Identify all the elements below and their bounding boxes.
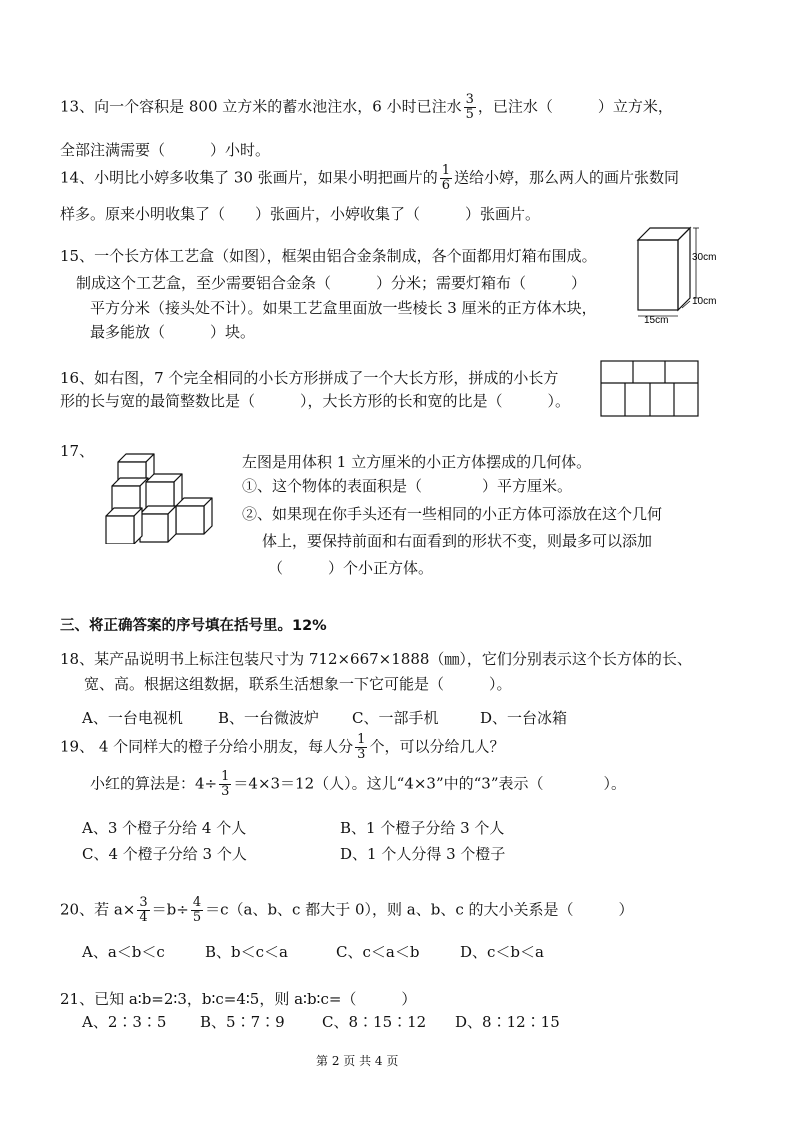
q18-option-a: A、一台电视机 bbox=[82, 709, 183, 727]
q18-option-c: C、一部手机 bbox=[352, 709, 439, 727]
q18-option-b: B、一台微波炉 bbox=[218, 709, 320, 727]
q17-line2: ①、这个物体的表面积是（ ）平方厘米。 bbox=[242, 477, 573, 495]
q17-number: 17、 bbox=[60, 442, 95, 460]
q13-line1: 13、向一个容积是 800 立方米的蓄水池注水，6 小时已注水 $\frac{3}{5}$ ，已注水（ ）立方米， bbox=[60, 92, 673, 122]
q17-line5: （ ）个小正方体。 bbox=[268, 559, 434, 577]
q17-line4: 体上，要保持前面和右面看到的形状不变，则最多可以添加 bbox=[262, 532, 653, 550]
q20-option-a: A、a＜b＜c bbox=[82, 943, 165, 961]
q18-line1: 18、某产品说明书上标注包装尺寸为 712×667×1888（㎜），它们分别表示这个长方体的长、 bbox=[60, 650, 692, 668]
q21-option-b: B、5∶7∶9 bbox=[200, 1013, 285, 1031]
q17-line3: ②、如果现在你手头还有一些相同的小正方体可添放在这个几何 bbox=[242, 505, 663, 523]
q19-option-d: D、1 个人分得 3 个橙子 bbox=[340, 845, 506, 863]
fraction: $\frac{3}{5}$ bbox=[465, 92, 474, 122]
page-footer: 第 2 页 共 4 页 bbox=[316, 1054, 399, 1068]
q13-line2: 全部注满需要（ ）小时。 bbox=[60, 141, 271, 159]
q17-line1: 左图是用体积 1 立方厘米的小正方体摆成的几何体。 bbox=[242, 453, 592, 471]
width-label: 10cm bbox=[692, 296, 717, 307]
q21-line1: 21、已知 a∶b=2∶3，b∶c=4∶5，则 a∶b∶c=（ ） bbox=[60, 990, 417, 1008]
rectangles-diagram bbox=[600, 360, 700, 418]
q14-line2: 样多。原来小明收集了（ ）张画片，小婷收集了（ ）张画片。 bbox=[60, 205, 541, 223]
q19-option-a: A、3 个橙子分给 4 个人 bbox=[82, 819, 247, 837]
q21-option-a: A、2∶3∶5 bbox=[82, 1013, 167, 1031]
height-label: 30cm bbox=[692, 252, 717, 263]
fraction: $\frac{3}{4}$ bbox=[139, 895, 148, 925]
fraction: $\frac{1}{3}$ bbox=[221, 769, 230, 799]
q15-line4: 最多能放（ ）块。 bbox=[90, 323, 256, 341]
fraction: $\frac{4}{5}$ bbox=[192, 895, 202, 925]
q19-option-b: B、1 个橙子分给 3 个人 bbox=[340, 819, 505, 837]
cubes-diagram bbox=[104, 448, 220, 544]
q19-line1: 19、 4 个同样大的橙子分给小朋友，每人分 $\frac{1}{3}$ 个，可以分给几人？ bbox=[60, 732, 505, 762]
q15-line1: 15、一个长方体工艺盒（如图），框架由铝合金条制成，各个面都用灯箱布围成。 bbox=[60, 247, 597, 265]
q20-line1: 20、若 a× $\frac{3}{4}$ ＝b÷ $\frac{4}{5}$ ＝c（a、b、c 都大于 0），则 a、b、c 的大小关系是（ ） bbox=[60, 895, 634, 925]
length-label: 15cm bbox=[644, 315, 669, 324]
q20-option-c: C、c＜a＜b bbox=[336, 943, 420, 961]
q20-option-b: B、b＜c＜a bbox=[205, 943, 288, 961]
q15-line2: 制成这个工艺盒，至少需要铝合金条（ ）分米；需要灯箱布（ ） bbox=[76, 274, 587, 292]
q16-line1: 16、如右图，7 个完全相同的小长方形拼成了一个大长方形，拼成的小长方 bbox=[60, 369, 559, 387]
q18-line2: 宽、高。根据这组数据，联系生活想象一下它可能是（ ）。 bbox=[84, 675, 512, 693]
fraction: $\frac{1}{3}$ bbox=[357, 732, 366, 762]
q15-line3: 平方分米（接头处不计）。如果工艺盒里面放一些棱长 3 厘米的正方体木块， bbox=[90, 299, 597, 317]
fraction: $\frac{1}{6}$ bbox=[441, 163, 450, 193]
q16-line2: 形的长与宽的最简整数比是（ ），大长方形的长和宽的比是（ ）。 bbox=[60, 392, 571, 410]
q21-option-c: C、8∶15∶12 bbox=[322, 1013, 427, 1031]
q18-option-d: D、一台冰箱 bbox=[480, 709, 568, 727]
section-title: 三、将正确答案的序号填在括号里。12% bbox=[60, 618, 327, 634]
q19-line2: 小红的算法是：4÷ $\frac{1}{3}$ ＝4×3＝12（人）。这儿“4×3”中的“3”表示（ ）。 bbox=[90, 769, 627, 799]
q19-option-c: C、4 个橙子分给 3 个人 bbox=[82, 845, 247, 863]
q14-line1: 14、小明比小婷多收集了 30 张画片，如果小明把画片的 $\frac{1}{6}$ 送给小婷，那么两人的画片张数同 bbox=[60, 163, 680, 193]
q20-option-d: D、c＜b＜a bbox=[460, 943, 544, 961]
box-diagram bbox=[630, 222, 730, 324]
q21-option-d: D、8∶12∶15 bbox=[455, 1013, 560, 1031]
